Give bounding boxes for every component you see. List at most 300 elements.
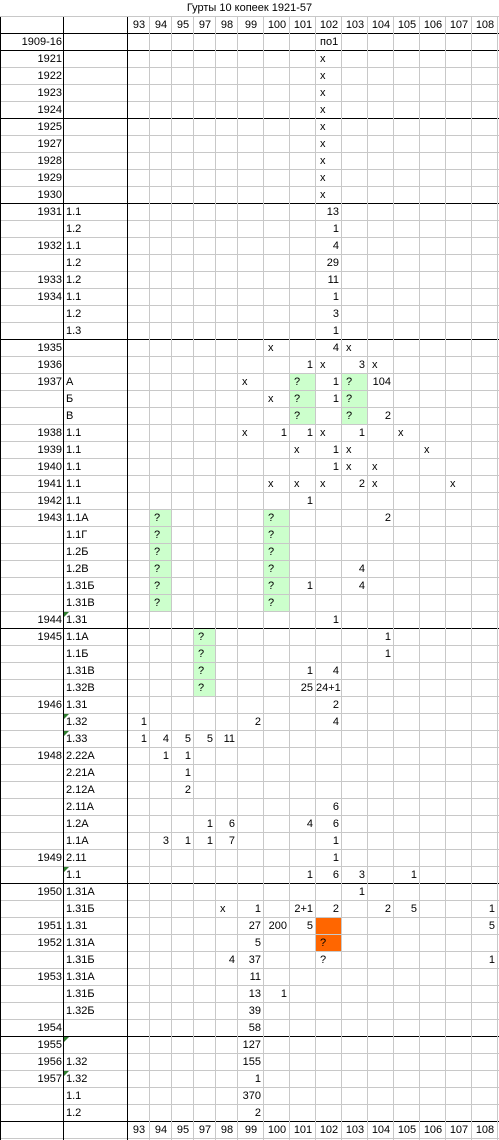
row-year-label: 1925 [37, 121, 62, 133]
row-variety-label [64, 136, 128, 153]
value-cell: 4 [306, 818, 313, 830]
value-cell: 4 [358, 563, 365, 575]
value-cell: x [346, 461, 352, 473]
row-variety-label [64, 1020, 128, 1037]
value-cell: 3 [358, 869, 365, 881]
row-year-label: 1932 [37, 240, 62, 252]
value-cell: 5 [184, 733, 191, 745]
row-variety-label: 1.1 [66, 206, 82, 218]
value-cell: 13 [248, 988, 261, 1000]
value-cell: 1 [488, 954, 495, 966]
row-variety-label: 1.1 [66, 427, 82, 439]
column-footer: 100 [267, 1124, 287, 1136]
value-cell: 104 [372, 376, 391, 388]
value-cell: x [294, 478, 300, 490]
row-variety-label: 1.31Б [66, 988, 95, 1000]
row-variety-label [64, 340, 128, 357]
value-cell: 6 [332, 818, 339, 830]
value-cell: 370 [242, 1090, 261, 1102]
column-footer: 97 [198, 1124, 212, 1136]
row-year-label: 1927 [37, 138, 62, 150]
column-gridline [193, 17, 194, 1140]
value-cell: 1 [306, 869, 313, 881]
column-footer: 102 [319, 1124, 339, 1136]
column-gridline [497, 17, 498, 1140]
row-variety-label: 1.2Б [66, 546, 89, 558]
row-year-label: 1934 [37, 291, 62, 303]
column-header: 108 [475, 19, 495, 31]
value-cell: 2 [384, 903, 391, 915]
value-cell: 4 [358, 580, 365, 592]
column-footer: 98 [220, 1124, 234, 1136]
row-year-label: 1944 [37, 614, 62, 626]
value-cell: 11 [223, 733, 235, 745]
value-cell: 2 [254, 716, 261, 728]
row-variety-label: 1.32 [66, 1073, 88, 1085]
row-variety-label: 1.1 [66, 1090, 82, 1102]
row-year-label [0, 680, 64, 697]
comment-marker [64, 867, 69, 872]
row-year-label [0, 544, 64, 561]
row-variety-label: Б [66, 393, 74, 405]
row-variety-label: 1.2 [66, 274, 82, 286]
row-year-label [0, 765, 64, 782]
row-year-label: 1940 [37, 461, 62, 473]
row-year-label: 1938 [37, 427, 62, 439]
value-cell: 1 [306, 359, 313, 371]
row-year-label [0, 782, 64, 799]
value-cell: ? [154, 563, 161, 575]
row-year-label [0, 595, 64, 612]
row-variety-label: 1.31Б [66, 954, 95, 966]
value-cell: 3 [162, 835, 169, 847]
value-cell: x [320, 70, 326, 82]
value-cell: 1 [358, 427, 365, 439]
value-cell: 4 [332, 716, 339, 728]
row-variety-label [64, 119, 128, 136]
value-cell: x [220, 903, 226, 915]
comment-marker [64, 714, 69, 719]
value-cell: x [320, 189, 326, 201]
row-variety-label: 2.11А [66, 801, 94, 813]
row-year-label [0, 1088, 64, 1105]
column-header: 103 [345, 19, 365, 31]
value-cell: 1 [332, 461, 339, 473]
value-cell: 1 [184, 767, 191, 779]
column-header: 104 [371, 19, 391, 31]
row-variety-label: 1.32Б [66, 1005, 95, 1017]
value-cell: x [450, 478, 456, 490]
column-footer: 101 [293, 1124, 313, 1136]
value-cell: 4 [332, 665, 339, 677]
value-cell: ? [346, 393, 353, 405]
value-cell: x [268, 342, 274, 354]
row-variety-label: 1.31А [66, 971, 95, 983]
value-cell: 5 [306, 920, 313, 932]
row-year-label [0, 986, 64, 1003]
row-variety-label: 2.12А [66, 784, 95, 796]
row-variety-label: 1.1 [66, 478, 82, 490]
value-cell: x [242, 376, 248, 388]
row-variety-label: 1.1А [66, 631, 89, 643]
row-variety-label: 1.1 [66, 495, 82, 507]
row-variety-label: 1.31Б [66, 903, 95, 915]
value-cell: x [320, 172, 326, 184]
value-cell: 3 [332, 308, 339, 320]
row-year-label [0, 323, 64, 340]
column-gridline [419, 17, 420, 1140]
row-year-label: 1956 [37, 1056, 62, 1068]
value-cell: ? [320, 954, 327, 966]
value-cell: x [372, 478, 378, 490]
column-footer: 103 [345, 1124, 365, 1136]
value-cell: 1 [332, 291, 339, 303]
value-cell: x [268, 393, 274, 405]
row-variety-label: 1.31А [66, 886, 95, 898]
column-header: 93 [132, 19, 146, 31]
column-header: 107 [449, 19, 469, 31]
row-variety-label: 1.2 [66, 223, 82, 235]
value-cell: ? [294, 376, 301, 388]
row-variety-label: 1.32В [66, 682, 95, 694]
value-cell: 2 [384, 512, 391, 524]
row-variety-label: 1.31В [66, 665, 95, 677]
value-cell: ? [268, 546, 275, 558]
row-variety-label [64, 1037, 128, 1054]
row-variety-label: 1.32 [66, 1056, 88, 1068]
row-variety-label: 1.33 [66, 733, 88, 745]
value-cell: 1 [384, 631, 391, 643]
column-gridline [215, 17, 216, 1140]
column-header: 102 [319, 19, 339, 31]
value-cell: x [398, 427, 404, 439]
value-cell: 1 [306, 665, 313, 677]
row-variety-label [64, 357, 128, 374]
value-cell: ? [154, 546, 161, 558]
row-year-label [0, 306, 64, 323]
value-cell: 1 [254, 903, 261, 915]
value-cell: 4 [332, 342, 339, 354]
value-cell: ? [154, 512, 161, 524]
row-variety-label: 1.2В [66, 563, 89, 575]
value-cell: 5 [254, 937, 261, 949]
row-year-label [0, 646, 64, 663]
row-year-label [0, 867, 64, 884]
row-year-label: 1924 [37, 104, 62, 116]
row-variety-label: А [66, 376, 74, 388]
row-year-label: 1930 [37, 189, 62, 201]
row-variety-label: 2.21А [66, 767, 95, 779]
column-gridline [393, 17, 394, 1140]
row-variety-label: 1.1 [66, 461, 82, 473]
row-variety-label: 1.1 [66, 444, 82, 456]
value-cell: 1 [332, 376, 339, 388]
row-variety-label: 1.3 [66, 325, 82, 337]
value-cell: ? [294, 410, 301, 422]
value-cell: 58 [248, 1022, 261, 1034]
value-cell: ? [320, 937, 327, 949]
row-variety-label: 1.31 [66, 699, 88, 711]
row-variety-label: 1.31В [66, 597, 95, 609]
value-cell: 1 [488, 903, 495, 915]
value-cell: 1 [306, 580, 313, 592]
highlight-cell-orange [316, 918, 342, 935]
value-cell: 1 [332, 223, 339, 235]
column-footer: 94 [154, 1124, 168, 1136]
value-cell: 1 [162, 750, 169, 762]
value-cell: x [372, 359, 378, 371]
row-year-label [0, 816, 64, 833]
row-year-label [0, 1003, 64, 1020]
row-year-label: 1954 [37, 1022, 62, 1034]
value-cell: x [346, 342, 352, 354]
row-year-label [0, 255, 64, 272]
value-cell: 2 [184, 784, 191, 796]
row-variety-label: 1.31 [66, 614, 88, 626]
value-cell: 4 [162, 733, 169, 745]
value-cell: 7 [228, 835, 235, 847]
value-cell: ? [154, 597, 161, 609]
row-year-label: 1931 [37, 206, 62, 218]
value-cell: ? [198, 665, 205, 677]
row-year-label [0, 714, 64, 731]
row-variety-label: 1.2А [66, 818, 89, 830]
value-cell: ? [198, 682, 205, 694]
column-footer: 106 [423, 1124, 443, 1136]
value-cell: ? [346, 376, 353, 388]
value-cell: 13 [326, 206, 339, 218]
column-gridline [471, 17, 472, 1140]
row-variety-label: 1.1 [66, 240, 82, 252]
row-year-label: 1943 [37, 512, 62, 524]
value-cell: 1 [384, 648, 391, 660]
comment-marker [64, 1037, 69, 1042]
row-year-label: 1921 [37, 53, 62, 65]
value-cell: x [242, 427, 248, 439]
row-year-label [0, 731, 64, 748]
row-variety-label [64, 187, 128, 204]
value-cell: 1 [140, 716, 147, 728]
value-cell: 5 [206, 733, 213, 745]
value-cell: 6 [228, 818, 235, 830]
value-cell: 1 [358, 886, 365, 898]
value-cell: 2 [332, 903, 339, 915]
row-variety-label [64, 34, 128, 51]
row-year-label: 1923 [37, 87, 62, 99]
row-year-label [0, 1105, 64, 1122]
row-variety-label: В [66, 410, 74, 422]
column-header: 97 [198, 19, 212, 31]
value-cell: x [320, 155, 326, 167]
value-cell: x [320, 427, 326, 439]
row-year-label: 1922 [37, 70, 62, 82]
value-cell: 2 [358, 478, 365, 490]
value-cell: x [320, 121, 326, 133]
row-variety-label: 2.22А [66, 750, 95, 762]
value-cell: 1 [206, 818, 213, 830]
value-cell: 200 [268, 920, 287, 932]
row-year-label: 1952 [37, 937, 62, 949]
value-cell: 1 [280, 988, 287, 1000]
column-header: 99 [244, 19, 258, 31]
value-cell: 25 [300, 682, 313, 694]
row-year-label [0, 833, 64, 850]
value-cell: 1 [306, 495, 313, 507]
value-cell: x [268, 478, 274, 490]
column-header: 100 [267, 19, 287, 31]
value-cell: x [320, 87, 326, 99]
row-variety-label: 1.2 [66, 1107, 82, 1119]
value-cell: x [320, 104, 326, 116]
value-cell: 5 [410, 903, 417, 915]
row-year-label: 1928 [37, 155, 62, 167]
column-header: 101 [293, 19, 313, 31]
value-cell: ? [268, 529, 275, 541]
value-cell: 2+1 [294, 903, 313, 915]
value-cell: x [320, 359, 326, 371]
value-cell: 4 [228, 954, 235, 966]
value-cell: 5 [488, 920, 495, 932]
column-header: 106 [423, 19, 443, 31]
column-footer: 107 [449, 1124, 469, 1136]
value-cell: 1 [306, 427, 313, 439]
value-cell: ? [294, 393, 301, 405]
value-cell: ? [198, 648, 205, 660]
row-variety-label: 1.1 [66, 291, 82, 303]
value-cell: 155 [242, 1056, 261, 1068]
value-cell: 1 [332, 852, 339, 864]
row-year-label: 1955 [37, 1039, 62, 1051]
row-variety-label: 1.31 [66, 920, 88, 932]
value-cell: ? [268, 512, 275, 524]
row-variety-label [64, 170, 128, 187]
column-footer: 108 [475, 1124, 495, 1136]
value-cell: 11 [327, 274, 339, 286]
value-cell: 27 [248, 920, 261, 932]
row-variety-label: 1.31А [66, 937, 95, 949]
row-year-label [0, 578, 64, 595]
column-footer: 105 [397, 1124, 417, 1136]
row-year-label: 1948 [37, 750, 62, 762]
value-cell: 6 [332, 801, 339, 813]
value-cell: ? [154, 580, 161, 592]
row-year-label [0, 391, 64, 408]
value-cell: x [320, 53, 326, 65]
column-header: 95 [176, 19, 190, 31]
comment-marker [64, 731, 69, 736]
row-year-label: 1951 [37, 920, 62, 932]
value-cell: 24+1 [316, 682, 341, 694]
value-cell: ? [154, 529, 161, 541]
value-cell: 1 [140, 733, 147, 745]
value-cell: 1 [332, 325, 339, 337]
row-year-label: 1935 [37, 342, 62, 354]
row-variety-label: 1.32 [66, 716, 88, 728]
value-cell: 6 [332, 869, 339, 881]
column-gridline [445, 17, 446, 1140]
row-year-label: 1939 [37, 444, 62, 456]
row-year-label [0, 527, 64, 544]
value-cell: x [294, 444, 300, 456]
value-cell: 2 [254, 1107, 261, 1119]
value-cell: ? [198, 631, 205, 643]
value-cell: 127 [242, 1039, 261, 1051]
row-year-label [0, 952, 64, 969]
row-year-label: 1909-16 [21, 36, 62, 48]
row-variety-label [64, 51, 128, 68]
value-cell: ? [268, 580, 275, 592]
value-cell: 1 [332, 444, 339, 456]
row-year-label [0, 221, 64, 238]
column-footer: 99 [244, 1124, 258, 1136]
column-header: 105 [397, 19, 417, 31]
row-year-label: 1957 [37, 1073, 62, 1085]
value-cell: ? [268, 597, 275, 609]
row-year-label: 1937 [37, 376, 62, 388]
value-cell: x [346, 444, 352, 456]
value-cell: ? [268, 563, 275, 575]
row-year-label: 1936 [37, 359, 62, 371]
value-cell: 1 [184, 835, 191, 847]
comment-marker [64, 612, 69, 617]
row-variety-label [64, 153, 128, 170]
value-cell: 1 [332, 393, 339, 405]
column-header: 98 [220, 19, 234, 31]
row-year-label [0, 799, 64, 816]
row-year-label: 1950 [37, 886, 62, 898]
row-variety-label: 1.1Б [66, 648, 89, 660]
row-variety-label: 1.31Б [66, 580, 95, 592]
row-year-label: 1953 [37, 971, 62, 983]
row-variety-label: 1.2 [66, 257, 82, 269]
value-cell: 1 [254, 1073, 261, 1085]
row-year-label: 1946 [37, 699, 62, 711]
row-year-label: 1929 [37, 172, 62, 184]
column-footer: 93 [132, 1124, 146, 1136]
value-cell: 1 [410, 869, 417, 881]
row-year-label: 1945 [37, 631, 62, 643]
value-cell: по1 [320, 36, 339, 48]
value-cell: x [372, 461, 378, 473]
row-year-label [0, 561, 64, 578]
row-year-label: 1933 [37, 274, 62, 286]
row-year-label [0, 663, 64, 680]
value-cell: 1 [280, 427, 287, 439]
sheet-title: Гурты 10 копеек 1921-57 [186, 2, 313, 14]
value-cell: x [424, 444, 430, 456]
row-variety-label: 1.1А [66, 835, 89, 847]
value-cell: 2 [384, 410, 391, 422]
row-variety-label: 2.11 [66, 852, 87, 864]
comment-marker [64, 1071, 69, 1076]
row-variety-label [64, 68, 128, 85]
value-cell: 2 [332, 699, 339, 711]
value-cell: x [320, 478, 326, 490]
row-variety-label: 1.1А [66, 512, 89, 524]
value-cell: 11 [249, 971, 261, 983]
column-footer: 95 [176, 1124, 190, 1136]
column-footer: 104 [371, 1124, 391, 1136]
value-cell: ? [346, 410, 353, 422]
value-cell: 37 [248, 954, 261, 966]
value-cell: 1 [332, 835, 339, 847]
row-variety-label [64, 102, 128, 119]
row-variety-label: 1.1 [66, 869, 82, 881]
row-variety-label [64, 85, 128, 102]
value-cell: x [320, 138, 326, 150]
value-cell: 1 [332, 614, 339, 626]
value-cell: 4 [332, 240, 339, 252]
